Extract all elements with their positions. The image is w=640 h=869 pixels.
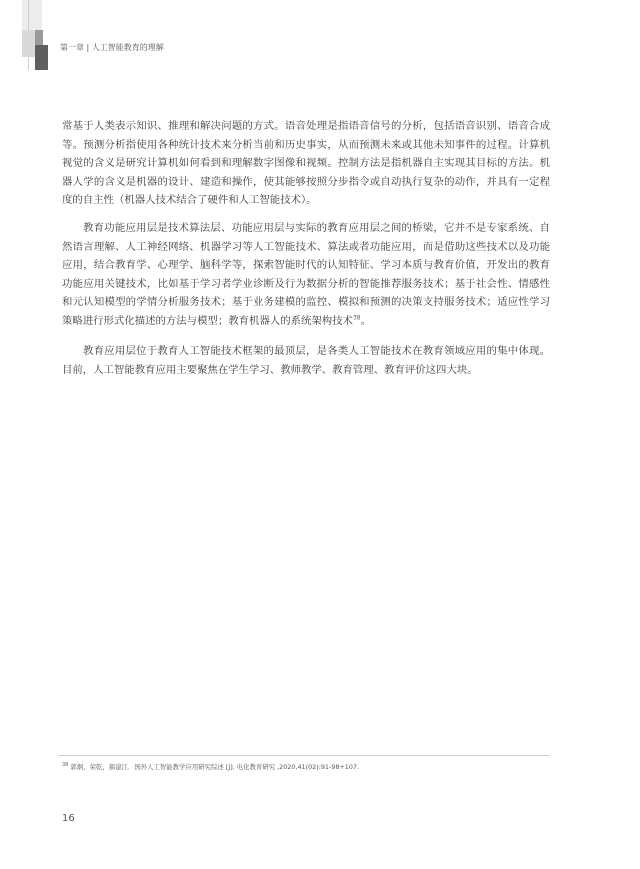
paragraph-1-block (62, 117, 550, 210)
paragraph-2-block (62, 219, 550, 330)
chapter-header: 第一章 | 人工智能教育的理解 (60, 43, 164, 52)
footnote-number: 38 (62, 761, 69, 768)
page-number: 16 (62, 813, 75, 824)
footnote-reference[interactable]: 38 (352, 314, 361, 322)
paragraph-2 (62, 219, 550, 330)
paragraph-1: 常基于人类表示知识、推理和解决问题的方式。语音处理是指语音信号的分析，包括语音识别、语音合成等。预测分析指使用各种统计技术来分析当前和历史事实，从而预测未来或其他未知事件的过程。计算机视觉的含义是研究计算机如何看到和理解数字图像和视频。控制方法是指机器自主实现其目标的方法。机器人学的含义是机器的设计、建造和操作，使其能够按照分步指令或自动执行复杂的动作，并具有一定程度的自主性（机器人技术结合了硬件和人工智能技术）。 (62, 120, 550, 206)
header-decoration-block (22, 0, 42, 30)
paragraph-2-end: 。 (360, 314, 371, 327)
footnote (62, 762, 359, 771)
footnote-text: 郭炯，荣乾，郝建江．国外人工智能教学应用研究综述 [J]. 电化教育研究 ,2020,41(02):91-98+107. (70, 763, 360, 771)
paragraph-3: 教育应用层位于教育人工智能技术框架的最顶层，是各类人工智能技术在教育领域应用的集中体现。目前，人工智能教育应用主要聚焦在学生学习、教师教学、教育管理、教育评价这四大块。 (62, 345, 550, 376)
paragraph-3-block (62, 342, 550, 379)
header-decoration-square (35, 45, 48, 70)
header-decoration-bar-light (22, 30, 35, 57)
paragraph-2-text: 教育功能应用层是技术算法层、功能应用层与实际的教育应用层之间的桥梁，它并不是专家系统、自然语言理解、人工神经网络、机器学习等人工智能技术、算法或者功能应用，而是借助这些技术以及功能应用，结合教育学、心理学、脑科学等，探索智能时代的认知特征、学习本质与教育价值，开发出的教育功能应用关键技术，比如基于学习者学业诊断及行为数据分析的智能推荐服务技术；基于社会性、情感性和元认知模型的学情分析服务技术；基于业务建模的监控、模拟和预测的决策支持服务技术；适应性学习策略进行形式化描述的方法与模型；教育机器人的系统架构技术 (62, 222, 550, 327)
footnote-divider (58, 755, 550, 756)
